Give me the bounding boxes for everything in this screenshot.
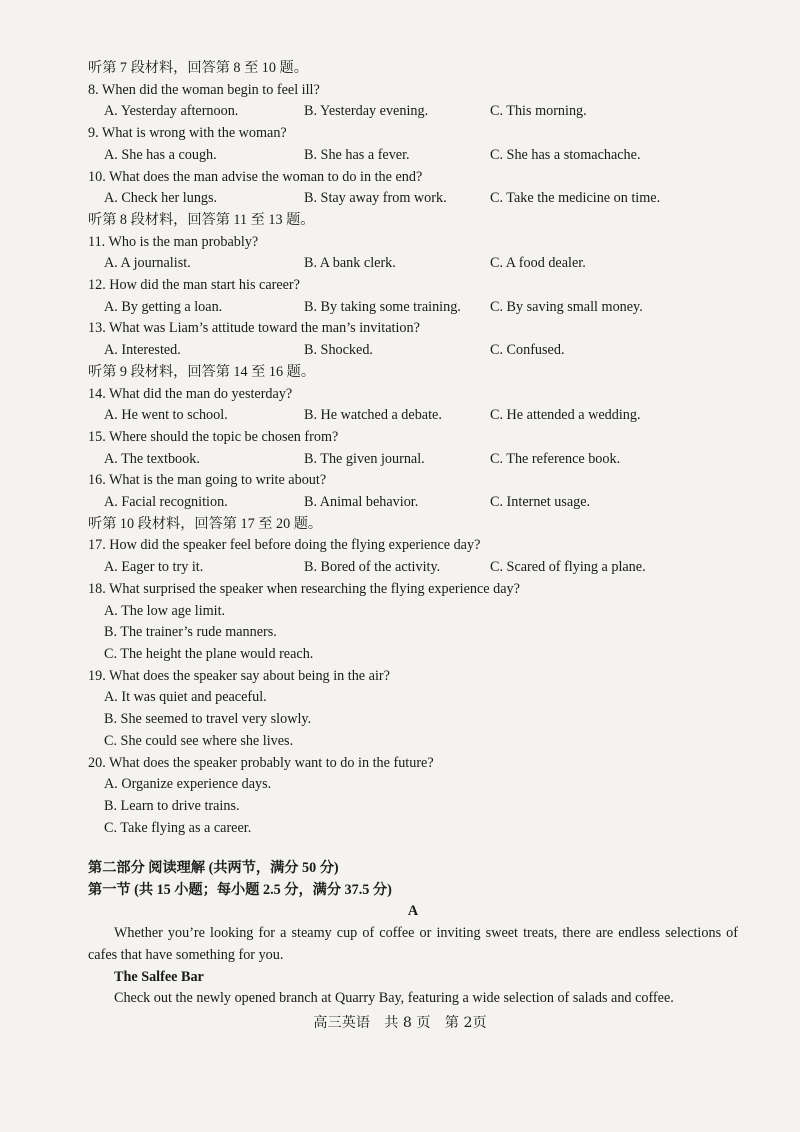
part2-title: 第二部分 阅读理解 (共两节，满分 50 分) — [88, 860, 339, 876]
question: 9. What is wrong with the woman? — [88, 125, 287, 142]
option-a: A. Eager to try it. — [104, 559, 204, 576]
option-c: C. This morning. — [490, 103, 587, 120]
options-row — [88, 492, 738, 514]
reading-section — [88, 858, 738, 1010]
question: 19. What does the speaker say about being in the air? — [88, 667, 390, 684]
passage-description: Check out the newly opened branch at Quarry Bay, featuring a wide selection of salads and coffee. — [114, 990, 674, 1007]
option-c: C. Take the medicine on time. — [490, 190, 661, 207]
option-b: B. A bank clerk. — [304, 255, 396, 272]
section-header: 听第 8 段材料，回答第 11 至 13 题。 — [88, 211, 315, 228]
passage-letter: A — [407, 903, 419, 920]
option-c: C. She has a stomachache. — [490, 146, 641, 163]
question: 8. When did the woman begin to feel ill? — [88, 81, 320, 98]
option-a: A. Facial recognition. — [104, 494, 228, 511]
option: A. It was quiet and peaceful. — [104, 689, 267, 706]
options-row — [88, 188, 738, 210]
options-row — [88, 449, 738, 471]
option: B. Learn to drive trains. — [104, 797, 240, 814]
options-row — [88, 557, 738, 579]
option-b: B. Stay away from work. — [304, 190, 447, 207]
option-c: C. The reference book. — [490, 450, 621, 467]
options-row — [88, 253, 738, 275]
section-header: 听第 10 段材料，回答第 17 至 20 题。 — [88, 515, 323, 532]
option-c: C. He attended a wedding. — [490, 407, 641, 424]
section-header: 听第 9 段材料，回答第 14 至 16 题。 — [88, 363, 316, 380]
option-c: C. Internet usage. — [490, 494, 591, 511]
question: 18. What surprised the speaker when researching the flying experience day? — [88, 580, 520, 597]
option: C. Take flying as a career. — [104, 819, 252, 836]
option-b: B. Bored of the activity. — [304, 559, 441, 576]
question: 13. What was Liam’s attitude toward the man’s invitation? — [88, 320, 420, 337]
question: 17. How did the speaker feel before doing the flying experience day? — [88, 537, 481, 554]
option-c: C. Scared of flying a plane. — [490, 559, 646, 576]
option-a: A. Check her lungs. — [104, 190, 218, 207]
option-a: A. She has a cough. — [104, 146, 217, 163]
option-b: B. She has a fever. — [304, 146, 410, 163]
option: C. She could see where she lives. — [104, 732, 294, 749]
question: 12. How did the man start his career? — [88, 277, 300, 294]
option-b: B. By taking some training. — [304, 298, 461, 315]
option-a: A. Yesterday afternoon. — [104, 103, 239, 120]
question: 20. What does the speaker probably want to do in the future? — [88, 754, 434, 771]
passage-intro: Whether you’re looking for a steamy cup of coffee or inviting sweet treats, there are endless selections of cafes that have something for you. — [88, 925, 738, 963]
option-a: A. By getting a loan. — [104, 298, 223, 315]
question: 11. Who is the man probably? — [88, 233, 259, 250]
passage-subtitle: The Salfee Bar — [114, 968, 204, 985]
option-a: A. Interested. — [104, 342, 181, 359]
option-b: B. Animal behavior. — [304, 494, 419, 511]
option-b: B. He watched a debate. — [304, 407, 442, 424]
page-content — [88, 58, 738, 839]
options-row — [88, 340, 738, 362]
question: 16. What is the man going to write about? — [88, 472, 327, 489]
question: 10. What does the man advise the woman to do in the end? — [88, 168, 423, 185]
option: A. The low age limit. — [104, 602, 226, 619]
option: C. The height the plane would reach. — [104, 645, 314, 662]
option: A. Organize experience days. — [104, 776, 272, 793]
option-a: A. He went to school. — [104, 407, 228, 424]
options-row — [88, 297, 738, 319]
section-header: 听第 7 段材料，回答第 8 至 10 题。 — [88, 60, 308, 76]
options-row — [88, 145, 738, 167]
question: 14. What did the man do yesterday? — [88, 385, 293, 402]
option-a: A. A journalist. — [104, 255, 191, 272]
option-c: C. Confused. — [490, 342, 565, 359]
question: 15. Where should the topic be chosen from? — [88, 428, 339, 445]
option-c: C. A food dealer. — [490, 255, 586, 272]
section1-title: 第一节 (共 15 小题；每小题 2.5 分，满分 37.5 分) — [88, 881, 392, 898]
options-row — [88, 405, 738, 427]
page-footer: 高三英语 共 8 页 第 2页 — [313, 1015, 487, 1031]
options-row — [88, 101, 738, 123]
option: B. She seemed to travel very slowly. — [104, 711, 312, 728]
option: B. The trainer’s rude manners. — [104, 624, 277, 641]
option-b: B. The given journal. — [304, 450, 425, 467]
option-b: B. Shocked. — [304, 342, 373, 359]
option-b: B. Yesterday evening. — [304, 103, 429, 120]
option-a: A. The textbook. — [104, 450, 200, 467]
option-c: C. By saving small money. — [490, 298, 643, 315]
